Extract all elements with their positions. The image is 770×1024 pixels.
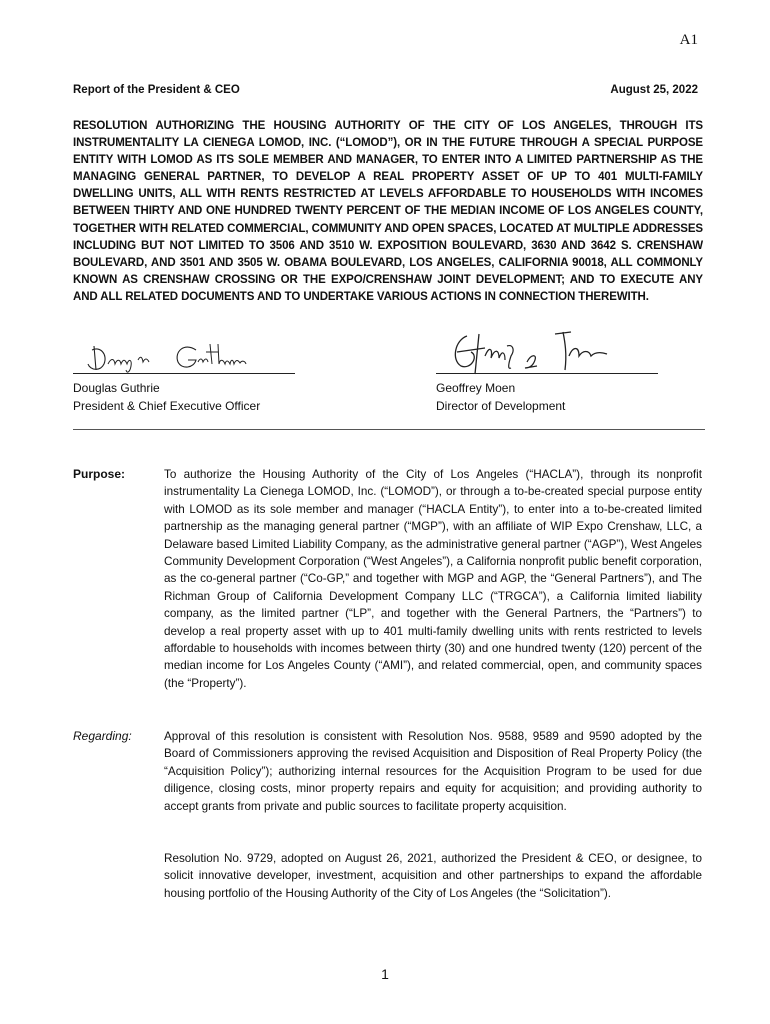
signatory-name: Douglas Guthrie [73,381,160,395]
regarding-paragraph-2: Resolution No. 9729, adopted on August 26, 2021, authorized the President & CEO, or designee, to solicit innovative developer, investment, acquisition and other partnerships to expand the affordable housing portfolio of the Housing Authority of the City of Los Angeles (the “Solicitation”). [164,852,702,900]
signature-line-2 [436,373,658,374]
page-identifier: A1 [679,32,698,48]
signatory-title: Director of Development [436,399,566,413]
signatory-1 [73,379,260,415]
signatory-2 [436,379,565,415]
signatory-name: Geoffrey Moen [436,381,516,395]
section-divider [73,429,705,430]
report-title: Report of the President & CEO [73,84,240,96]
regarding-paragraph-1: Approval of this resolution is consistent with Resolution Nos. 9588, 9589 and 9590 adopted by the Board of Commissioners approving the revised Acquisition and Disposition of Real Property Policy (the “Acquisition Policy”); authorizing internal resources for the Acquisition Program to be used for due diligence, closing costs, minor property repairs and equity for acquisition; and providing authority to accept grants from private and public sources to facilitate property acquisition. [164,730,702,813]
signatory-title: President & Chief Executive Officer [73,399,261,413]
report-date: August 25, 2022 [610,84,698,96]
signature-douglas-guthrie [78,330,278,376]
resolution-title: RESOLUTION AUTHORIZING THE HOUSING AUTHORITY OF THE CITY OF LOS ANGELES, THROUGH ITS INSTRUMENTALITY LA CIENEGA LOMOD, INC. (“LOMOD”), OR IN THE FUTURE THROUGH A SPECIAL PURPOSE ENTITY WITH LOMOD AS ITS SOLE MEMBER AND MANAGER, TO ENTER INTO A LIMITED PARTNERSHIP AS THE MANAGING GENERAL PARTNER, TO DEVELOP A REAL PROPERTY ASSET OF UP TO 401 MULTI-FAMILY DWELLING UNITS, ALL WITH RENTS RESTRICTED AT LEVELS AFFORDABLE TO HOUSEHOLDS WITH INCOMES BETWEEN THIRTY AND ONE HUNDRED TWENTY PERCENT OF THE MEDIAN INCOME OF LOS ANGELES COUNTY, TOGETHER WITH RELATED COMMERCIAL, COMMUNITY AND OPEN SPACES, LOCATED AT MULTIPLE ADDRESSES INCLUDING BUT NOT LIMITED TO 3506 AND 3510 W. EXPOSITION BOULEVARD, 3630 AND 3642 S. CRENSHAW BOULEVARD, AND 3501 AND 3505 W. OBAMA BOULEVARD, LOS ANGELES, CALIFORNIA 90018, ALL COMMONLY KNOWN AS CRENSHAW CROSSING OR THE EXPO/CRENSHAW JOINT DEVELOPMENT; AND TO EXECUTE ANY AND ALL RELATED DOCUMENTS AND TO UNDERTAKE VARIOUS ACTIONS IN CONNECTION THEREWITH. [73,120,703,303]
page-number: 1 [381,966,389,982]
signature-line-1 [73,373,295,374]
regarding-label: Regarding: [73,729,132,743]
signature-geoffrey-moen [445,326,625,378]
purpose-label: Purpose: [73,467,126,481]
purpose-text: To authorize the Housing Authority of the City of Los Angeles (“HACLA”), through its nonprofit instrumentality La Cienega LOMOD, Inc. (“LOMOD”), or through a to-be-created special purpose entity with LOMOD as its sole member and manager (“HACLA Entity”), to enter into a to-be-created limited partnership as the managing general partner (“MGP”), with an affiliate of WIP Expo Crenshaw, LLC, a Delaware based Limited Liability Company, as the administrative general partner (“AGP”), West Angeles Community Development Corporation (“West Angeles”), a California nonprofit public benefit corporation, as the co-general partner (“Co-GP,” and together with MGP and AGP, the “General Partners”), and The Richman Group of California Development Company LLC (“TRGCA”), a California limited liability company, as the limited partner (“LP”, and together with the General Partners, the “Partners”) to develop a real property asset with up to 401 multi-family dwelling units with rents restricted to levels affordable to households with incomes between thirty (30) and one hundred twenty (120) percent of the median income for Los Angeles County (“AMI”), and related commercial, open, and community spaces (the “Property”). [164,468,702,690]
